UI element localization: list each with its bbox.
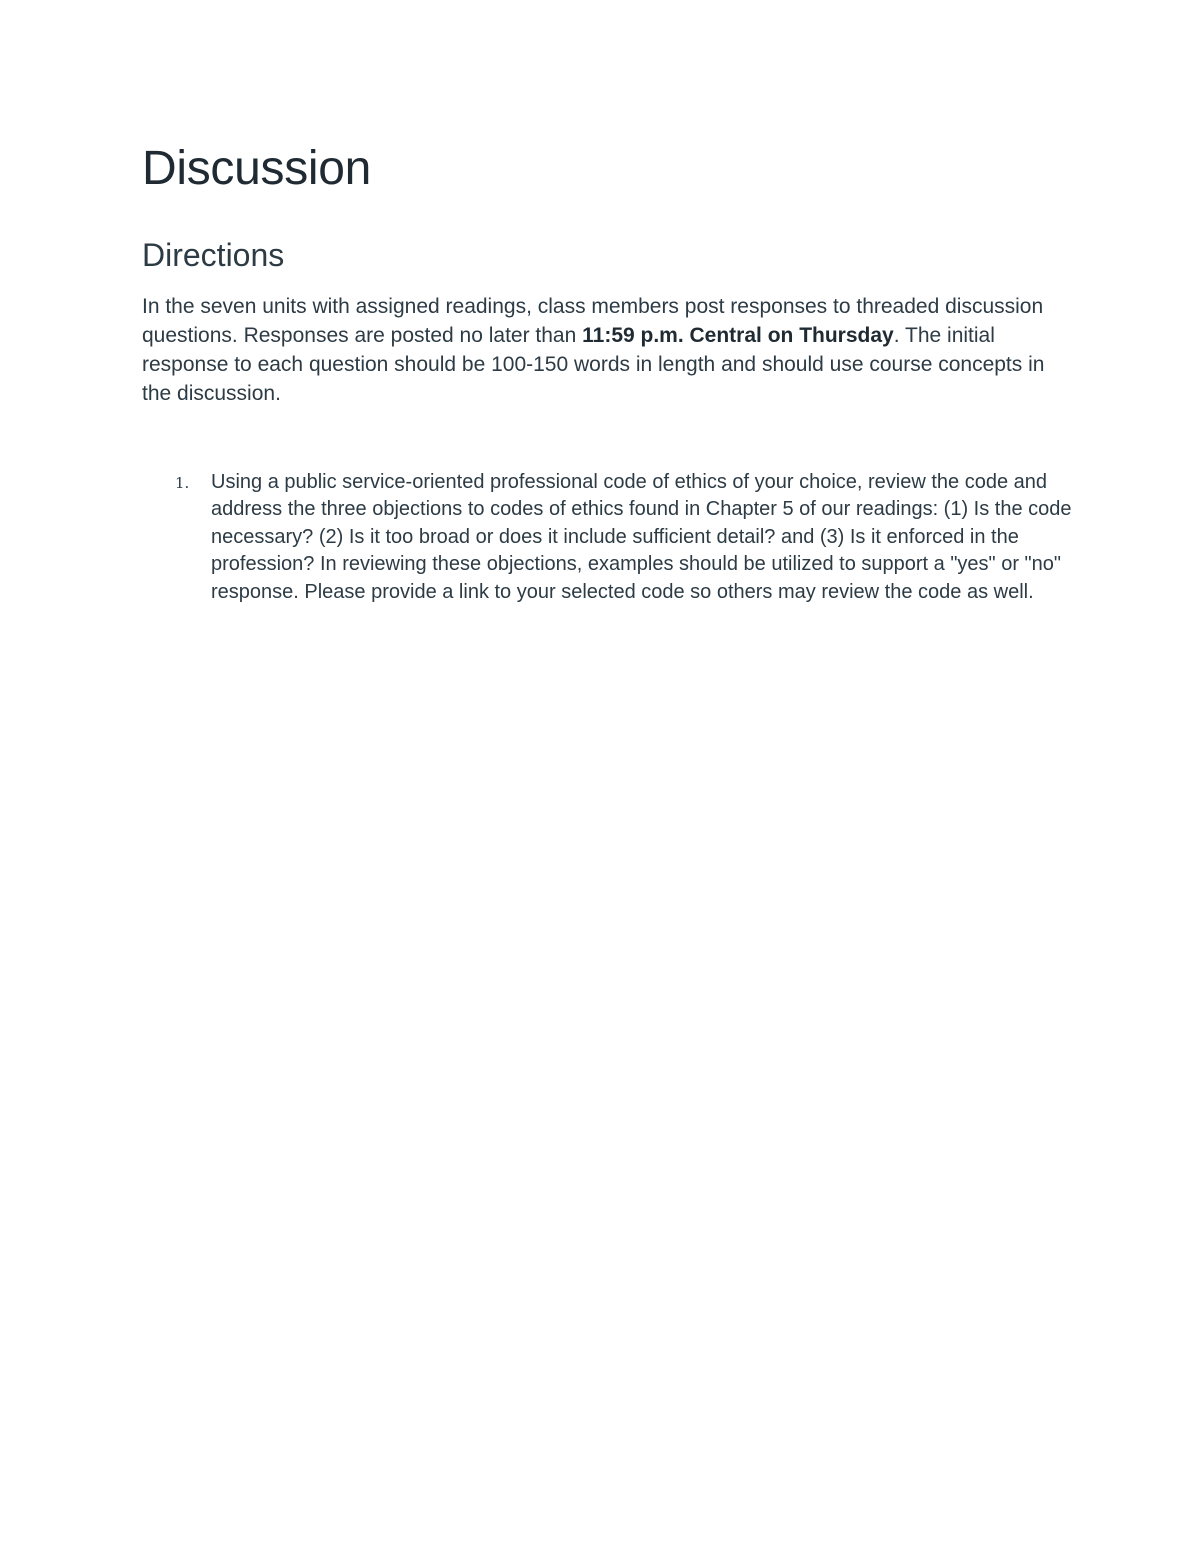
question-item [142, 469, 1072, 606]
question-number: 1. [175, 474, 190, 492]
intro-text-part2: . The initial response to each question should be 100-150 words in length and should use course concepts in the discussion. [142, 324, 1045, 405]
intro-text-part1: In the seven units with assigned readings, class members post responses to threaded discussion questions. Responses are posted no later than [142, 295, 1044, 347]
intro-paragraph [142, 292, 1072, 408]
section-heading: Directions [142, 237, 285, 273]
question-list [142, 469, 1072, 606]
page-title: Discussion [142, 142, 372, 195]
deadline-text: 11:59 p.m. Central on Thursday [582, 324, 894, 347]
question-text: Using a public service-oriented professional code of ethics of your choice, review the code and address the three objections to codes of ethics found in Chapter 5 of our readings: (1) Is the code necessary? (2) Is it too broad or does it include sufficient detail? and (3) Is it enforced in the profession? In reviewing these objections, examples should be utilized to support a "yes" or "no" response. Please provide a link to your selected code so others may review the code as well. [211, 471, 1072, 603]
